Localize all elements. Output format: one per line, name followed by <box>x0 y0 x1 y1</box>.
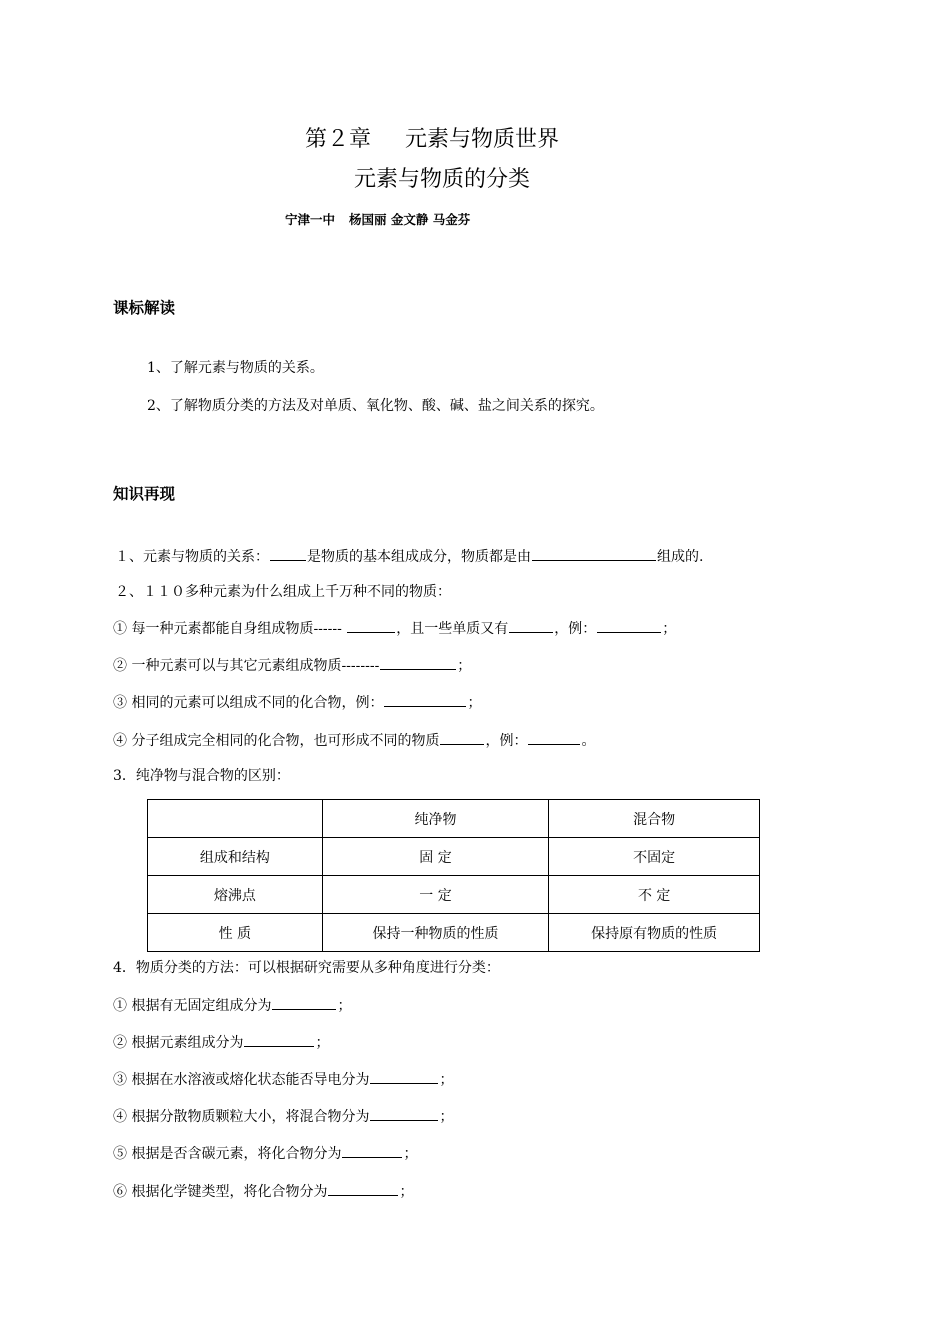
table-cell: 熔沸点 <box>148 876 323 914</box>
table-header-cell: 纯净物 <box>322 800 549 838</box>
table-header-cell <box>148 800 323 838</box>
question-2: ２、１１０多种元素为什么组成上千万种不同的物质： <box>115 584 451 600</box>
standard-item-1: 1、了解元素与物质的关系。 <box>147 360 324 376</box>
table-cell: 不固定 <box>549 838 760 876</box>
question-2-2: ② 一种元素可以与其它元素组成物质-------- ； <box>113 654 471 675</box>
section-heading-knowledge: 知识再现 <box>113 485 176 503</box>
classification-item-2: ② 根据元素组成分为 ； <box>113 1031 329 1052</box>
fill-blank[interactable] <box>528 729 580 745</box>
section-heading-standards: 课标解读 <box>113 299 176 317</box>
table-row <box>148 876 760 914</box>
fill-blank[interactable] <box>272 994 336 1010</box>
standard-item-2: 2、了解物质分类的方法及对单质、氧化物、酸、碱、盐之间关系的探究。 <box>147 398 604 414</box>
chapter-number: 第２章 <box>305 127 372 152</box>
fill-blank[interactable] <box>532 545 656 561</box>
comparison-table <box>147 799 760 952</box>
author-line <box>285 210 470 228</box>
question-2-4: ④ 分子组成完全相同的化合物，也可形成不同的物质 ，例： 。 <box>113 729 595 750</box>
chapter-heading <box>305 122 559 153</box>
classification-item-6: ⑥ 根据化学键类型，将化合物分为 ； <box>113 1180 413 1201</box>
table-row <box>148 838 760 876</box>
question-2-3: ③ 相同的元素可以组成不同的化合物，例： ； <box>113 691 481 712</box>
fill-blank[interactable] <box>370 1068 438 1084</box>
school-name: 宁津一中 <box>285 212 336 227</box>
table-cell: 不 定 <box>549 876 760 914</box>
table-row <box>148 914 760 952</box>
author-names: 杨国丽 金文静 马金芬 <box>349 212 471 227</box>
fill-blank[interactable] <box>347 617 395 633</box>
fill-blank[interactable] <box>380 654 456 670</box>
question-1: １、元素与物质的关系： 是物质的基本组成成分，物质都是由 组成的. <box>115 545 703 566</box>
classification-item-1: ① 根据有无固定组成分为 ； <box>113 994 351 1015</box>
fill-blank[interactable] <box>370 1105 438 1121</box>
fill-blank[interactable] <box>244 1031 314 1047</box>
fill-blank[interactable] <box>328 1180 398 1196</box>
table-cell: 保持原有物质的性质 <box>549 914 760 952</box>
fill-blank[interactable] <box>270 545 306 561</box>
classification-item-3: ③ 根据在水溶液或熔化状态能否导电分为 ； <box>113 1068 453 1089</box>
table-cell: 性 质 <box>148 914 323 952</box>
fill-blank[interactable] <box>440 729 484 745</box>
table-cell: 固 定 <box>322 838 549 876</box>
classification-item-5: ⑤ 根据是否含碳元素，将化合物分为 ； <box>113 1142 417 1163</box>
question-3: 3．纯净物与混合物的区别： <box>113 768 290 784</box>
table-header-row <box>148 800 760 838</box>
question-4: 4．物质分类的方法：可以根据研究需要从多种角度进行分类： <box>113 960 500 976</box>
chapter-title: 元素与物质世界 <box>405 127 560 152</box>
fill-blank[interactable] <box>384 691 466 707</box>
table-cell: 保持一种物质的性质 <box>322 914 549 952</box>
question-2-1: ① 每一种元素都能自身组成物质------ ，且一些单质又有 ，例： ； <box>113 617 676 638</box>
fill-blank[interactable] <box>597 617 661 633</box>
table-cell: 组成和结构 <box>148 838 323 876</box>
table-header-cell: 混合物 <box>549 800 760 838</box>
fill-blank[interactable] <box>342 1142 402 1158</box>
fill-blank[interactable] <box>509 617 553 633</box>
classification-item-4: ④ 根据分散物质颗粒大小，将混合物分为 ； <box>113 1105 453 1126</box>
lesson-title: 元素与物质的分类 <box>354 167 531 192</box>
table-cell: 一 定 <box>322 876 549 914</box>
